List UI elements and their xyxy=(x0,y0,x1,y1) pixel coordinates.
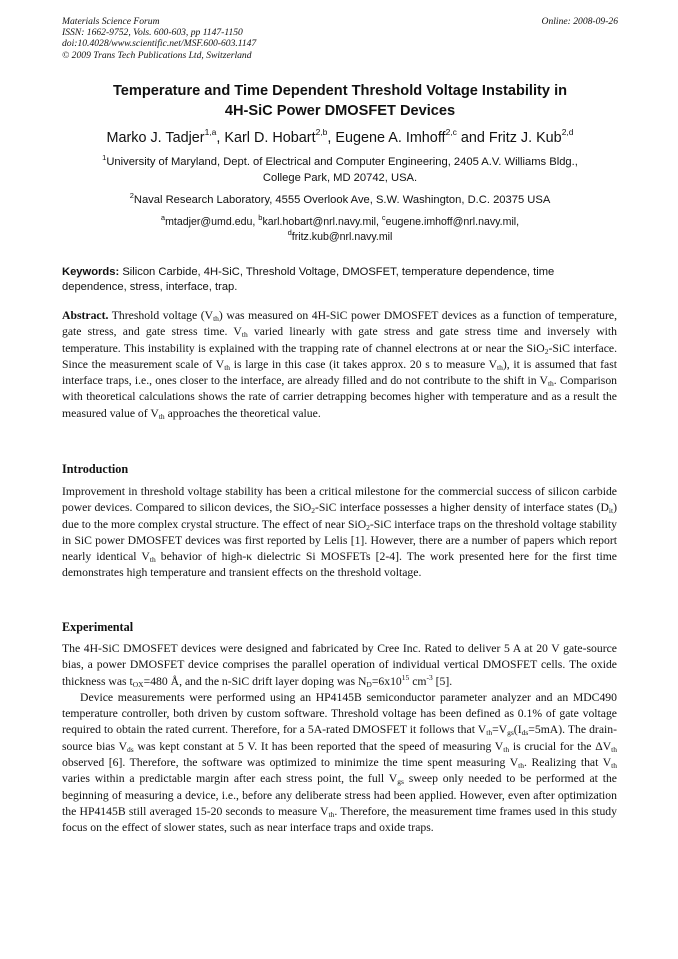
abstract-text: ), it is assumed that fast interface traps, i.e., ones closer to the interface, are already filled and do not contribute to the shift in V xyxy=(62,357,617,388)
exp-text: [5]. xyxy=(432,674,453,688)
subscript: ds xyxy=(521,728,529,738)
intro-text: -SiC interface traps on the threshold voltage stability in SiC power DMOSFET devices was first reported by Lelis [1]. However, there are a number of papers which report nearly identical V xyxy=(62,517,617,564)
email-mark: d xyxy=(287,227,292,237)
abstract-text: varied linearly with gate stress and gate stress time and inversely with temperature. This instability is explained with the trapping rate of channel electrons at or near the SiO xyxy=(62,325,617,355)
exp-text: . Realizing that V xyxy=(523,756,612,770)
email-link[interactable]: karl.hobart@nrl.navy.mil, xyxy=(262,216,379,228)
abstract xyxy=(62,308,617,422)
author-affil-mark: 2,d xyxy=(561,127,574,137)
email-mark: b xyxy=(258,213,263,222)
title-line-1: Temperature and Time Dependent Threshold Voltage Instability in xyxy=(112,83,568,99)
email-link[interactable]: mtadjer@umd.edu, xyxy=(165,216,256,228)
subscript: th xyxy=(486,728,493,738)
exp-text: sweep only needed to be performed at the beginning of measuring a device, i.e., before any deliberate stress had been applied. However, even after optimization the HP4145B still averaged 15-20 seconds to measure V xyxy=(62,772,617,818)
journal-copyright: © 2009 Trans Tech Publications Ltd, Switzerland xyxy=(62,49,252,61)
author-separator: and xyxy=(460,130,485,146)
subscript: th xyxy=(213,314,219,323)
subscript: th xyxy=(224,362,231,372)
exp-text: =6x10 xyxy=(371,674,402,688)
keywords-label: Keywords: xyxy=(62,266,120,278)
author-affil-mark: 1,a xyxy=(204,127,217,137)
exp-text: =480 Å, and the n-SiC drift layer doping was N xyxy=(143,674,367,688)
affiliation-2 xyxy=(62,193,618,209)
keywords-text: Silicon Carbide, 4H-SiC, Threshold Voltage, DMOSFET, temperature dependence, time dependence, stress, interface, trap. xyxy=(62,266,555,293)
subscript: 2 xyxy=(366,522,370,532)
subscript: 2 xyxy=(544,346,549,356)
experimental-section xyxy=(62,641,617,837)
exp-text: is crucial for the ΔV xyxy=(509,739,612,753)
email-mark: a xyxy=(160,213,166,222)
email-link[interactable]: fritz.kub@nrl.navy.mil xyxy=(291,230,393,243)
journal-name: Materials Science Forum xyxy=(62,16,160,27)
superscript: 15 xyxy=(401,672,410,682)
abstract-text: Threshold voltage (V xyxy=(111,309,214,322)
abstract-text: -SiC interface. Since the measurement scale of V xyxy=(62,341,617,371)
author-name: Marko J. Tadjer xyxy=(106,130,205,146)
affil-number: 1 xyxy=(102,153,107,162)
intro-text: behavior of high-κ dielectric Si MOSFETs [2-4]. The work presented here for the first time demonstrates high temperature and transient effects on the threshold voltage. xyxy=(62,550,617,580)
journal-doi: doi:10.4028/www.scientific.net/MSF.600-603.1147 xyxy=(62,38,257,50)
author-separator: , xyxy=(216,130,221,146)
subscript: th xyxy=(503,744,510,754)
subscript: D xyxy=(366,679,372,689)
exp-text: =V xyxy=(492,723,508,737)
email-list xyxy=(62,215,618,244)
subscript: th xyxy=(241,330,248,340)
affil-number: 2 xyxy=(129,191,134,200)
subscript: gs xyxy=(507,728,514,738)
subscript: th xyxy=(158,411,165,421)
author-name: Fritz J. Kub xyxy=(488,130,562,146)
subscript: th xyxy=(497,362,503,372)
experimental-paragraph-2 xyxy=(62,690,617,837)
section-heading-experimental: Experimental xyxy=(62,620,134,634)
experimental-paragraph-1 xyxy=(62,641,617,690)
subscript: th xyxy=(518,761,524,771)
author-name: Karl D. Hobart xyxy=(224,130,316,146)
affiliation-1 xyxy=(62,155,618,186)
exp-text: was kept constant at 5 V. It has been reported that the speed of measuring V xyxy=(133,739,504,753)
subscript: 2 xyxy=(311,506,315,516)
exp-text: cm xyxy=(409,674,427,688)
title-line-2: 4H-SiC Power DMOSFET Devices xyxy=(224,103,456,119)
online-date: Online: 2008-09-26 xyxy=(541,16,618,27)
email-link[interactable]: eugene.imhoff@nrl.navy.mil, xyxy=(385,216,520,228)
journal-header xyxy=(62,16,618,61)
intro-text: ) due to the more complex crystal structure. The effect of near SiO xyxy=(62,501,617,531)
subscript: it xyxy=(608,506,614,516)
subscript: th xyxy=(611,761,617,771)
abstract-text: ) was measured on 4H-SiC power DMOSFET devices as a function of temperature, gate stress, and gate stress time. V xyxy=(62,309,618,339)
intro-text: Improvement in threshold voltage stability has been a critical milestone for the commercial success of silicon carbide power devices. Compared to silicon devices, the SiO xyxy=(62,485,617,515)
subscript: th xyxy=(149,555,156,565)
intro-text: -SiC interface possesses a higher density of interface states (D xyxy=(314,501,609,515)
exp-text: . Therefore, the measurement time frames used in this study focus on the effect of slower states, such as near interface traps and oxide traps. xyxy=(62,804,617,835)
affil-line: University of Maryland, Dept. of Electrical and Computer Engineering, 2405 A.V. Williams Bldg., xyxy=(106,156,578,168)
author-affil-mark: 2,c xyxy=(445,127,457,137)
affil-line: Naval Research Laboratory, 4555 Overlook Ave, S.W. Washington, D.C. 20375 USA xyxy=(133,194,551,206)
author-separator: , xyxy=(327,130,332,146)
exp-text: varies within a predictable margin after each stress point, the full V xyxy=(62,772,398,786)
exp-text: (I xyxy=(513,723,522,737)
author-affil-mark: 2,b xyxy=(315,127,328,137)
email-mark: c xyxy=(381,213,386,222)
affil-line: College Park, MD 20742, USA. xyxy=(262,171,418,184)
keywords xyxy=(62,265,618,294)
abstract-text: . Comparison with theoretical calculations shows the rate of carrier detrapping becomes higher with temperature and as a result the measured value of V xyxy=(62,374,618,420)
exp-text: observed [6]. Therefore, the software was optimized to minimize the time spent measuring V xyxy=(62,756,519,770)
introduction-paragraph xyxy=(62,484,617,582)
subscript: OX xyxy=(132,679,144,689)
subscript: th xyxy=(328,809,335,819)
subscript: th xyxy=(547,379,554,389)
exp-text: Device measurements were performed using an HP4145B semiconductor parameter analyzer and an MDC490 temperature controller, both driven by custom software. Threshold voltage has been defined as 0.1% of gate voltage required to obtain the rated current. Therefore, for a 5A-rated DMOSFET it follows that V xyxy=(62,690,617,737)
subscript: ds xyxy=(127,744,134,754)
exp-text: The 4H-SiC DMOSFET devices were designed and fabricated by Cree Inc. Rated to deliver 5 A at 20 V gate-source bias, a power DMOSFET device comprises the parallel operation of individual vertical DMOSFET cells. The oxide thickness was t xyxy=(62,642,617,688)
subscript: gs xyxy=(397,777,404,787)
abstract-text: approaches the theoretical value. xyxy=(164,406,321,420)
exp-text: =5mA). The drain-source bias V xyxy=(62,723,617,753)
abstract-label: Abstract. xyxy=(62,309,109,322)
subscript: th xyxy=(611,744,618,754)
superscript: -3 xyxy=(426,672,433,682)
journal-issn: ISSN: 1662-9752, Vols. 600-603, pp 1147-1150 xyxy=(62,27,243,39)
abstract-text: is large in this case (it takes approx. 20 s to measure V xyxy=(230,357,498,371)
author-list xyxy=(62,129,618,147)
section-heading-introduction: Introduction xyxy=(62,462,129,476)
paper-title xyxy=(62,81,618,121)
author-name: Eugene A. Imhoff xyxy=(335,130,446,146)
